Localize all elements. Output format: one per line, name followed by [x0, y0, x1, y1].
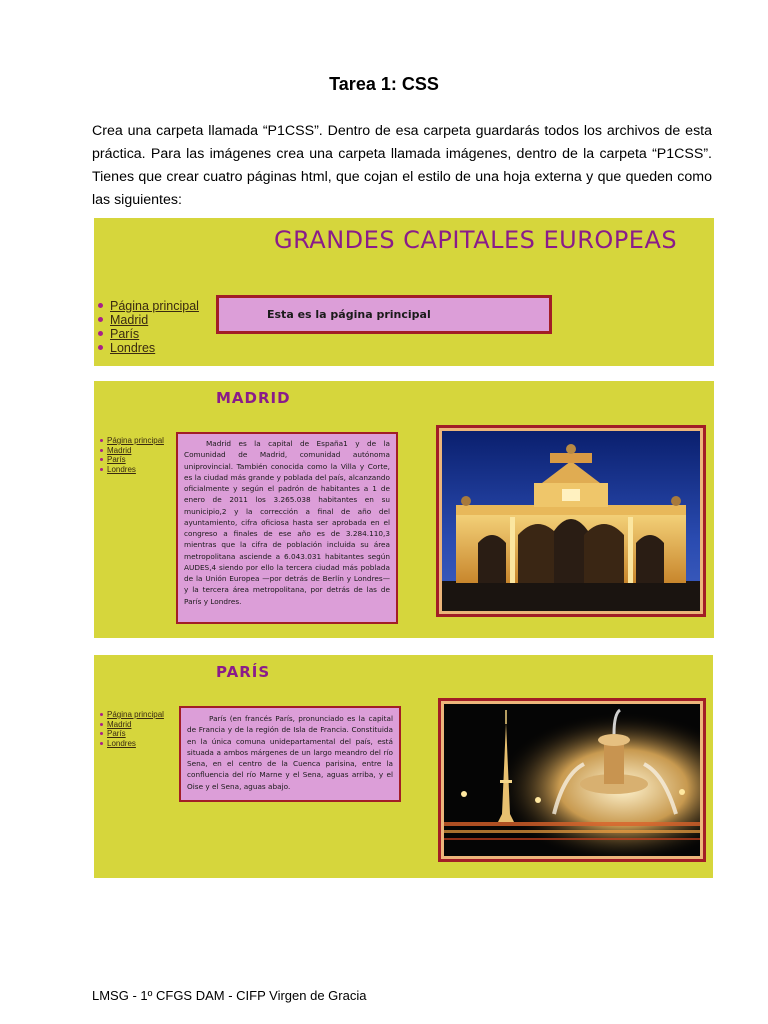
nav-item [98, 729, 164, 739]
main-page-title: GRANDES CAPITALES EUROPEAS [274, 226, 678, 254]
nav-item [98, 455, 164, 465]
madrid-photo-frame [436, 425, 706, 617]
madrid-nav-list [98, 436, 164, 474]
nav-item [96, 341, 199, 355]
main-page-box: Esta es la página principal [216, 295, 552, 334]
nav-link-paris[interactable]: París [110, 327, 140, 341]
nav-item [96, 313, 199, 327]
nav-item [98, 436, 164, 446]
nav-item [98, 710, 164, 720]
paris-photo-frame [438, 698, 706, 862]
nav-item [98, 465, 164, 475]
intro-paragraph: Crea una carpeta llamada “P1CSS”. Dentro de esa carpeta guardarás todos los archivos de esta práctica. Para las imágenes crea una carpeta llamada imágenes, dentro de la carpeta “P1CSS”. Tienes que crear cuatro páginas html, que cojan el estilo de una hoja externa y que queden como las siguientes: [92, 123, 712, 208]
nav-item [98, 446, 164, 456]
nav-link-home[interactable]: Página principal [107, 710, 164, 719]
main-page-screenshot [94, 218, 714, 366]
nav-item [96, 327, 199, 341]
document-footer: LMSG - 1º CFGS DAM - CIFP Virgen de Gracia [92, 988, 367, 1003]
madrid-page-screenshot [94, 381, 714, 638]
nav-link-madrid[interactable]: Madrid [107, 445, 132, 455]
nav-link-home[interactable]: Página principal [107, 436, 164, 445]
nav-link-paris[interactable]: París [107, 455, 126, 464]
madrid-text-box: Madrid es la capital de España1 y de la Comunidad de Madrid, comunidad autónoma uniprovincial. También conocida como la Villa y Corte, es la ciudad más grande y poblada del país, alcanzando oficialmente y según el padrón de habitantes a 1 de enero de 2011 los 3.265.038 habitantes en su municipio,2 y la corrección a final de año del ayuntamiento, cifra oficiosa hasta ser aprobada en el congreso a finales de ese año es de 3.284.110,3 mientras que la cifra de población incluida su área metropolitana asciende a 6.043.031 habitantes según AUDES,4 siendo por ello la tercera ciudad más poblada de la Unión Europea —por detrás de Berlín y Londres— y la tercera área metropolitana, por detrás de las de París y Londres. [176, 432, 398, 624]
nav-link-london[interactable]: Londres [110, 341, 156, 355]
main-nav-list [96, 299, 199, 355]
nav-link-home[interactable]: Página principal [110, 299, 199, 313]
paris-page-screenshot [94, 655, 713, 878]
paris-title: PARÍS [216, 663, 271, 681]
paris-nav-list [98, 710, 164, 748]
madrid-title: MADRID [216, 389, 291, 407]
nav-link-madrid[interactable]: Madrid [107, 719, 132, 729]
paris-text-box: París (en francés París, pronunciado es la capital de Francia y de la región de Isla de Francia. Constituida en la única comuna unidepartamental del país, está situada a ambos márgenes de un largo meandro del río Sena, en el centro de la Cuenca parisina, entre la confluencia del río Marne y el Sena, aguas arriba, y el Oise y el Sena, aguas abajo. [179, 706, 401, 802]
nav-link-london[interactable]: Londres [107, 738, 136, 748]
nav-link-paris[interactable]: París [107, 729, 126, 738]
nav-link-madrid[interactable]: Madrid [110, 313, 149, 327]
nav-item [98, 739, 164, 749]
puerta-de-alcala-photo [442, 431, 700, 611]
document-title: Tarea 1: CSS [329, 74, 439, 94]
nav-link-london[interactable]: Londres [107, 464, 136, 474]
paris-fountain-photo [444, 704, 700, 856]
nav-item [98, 720, 164, 730]
nav-item [96, 299, 199, 313]
